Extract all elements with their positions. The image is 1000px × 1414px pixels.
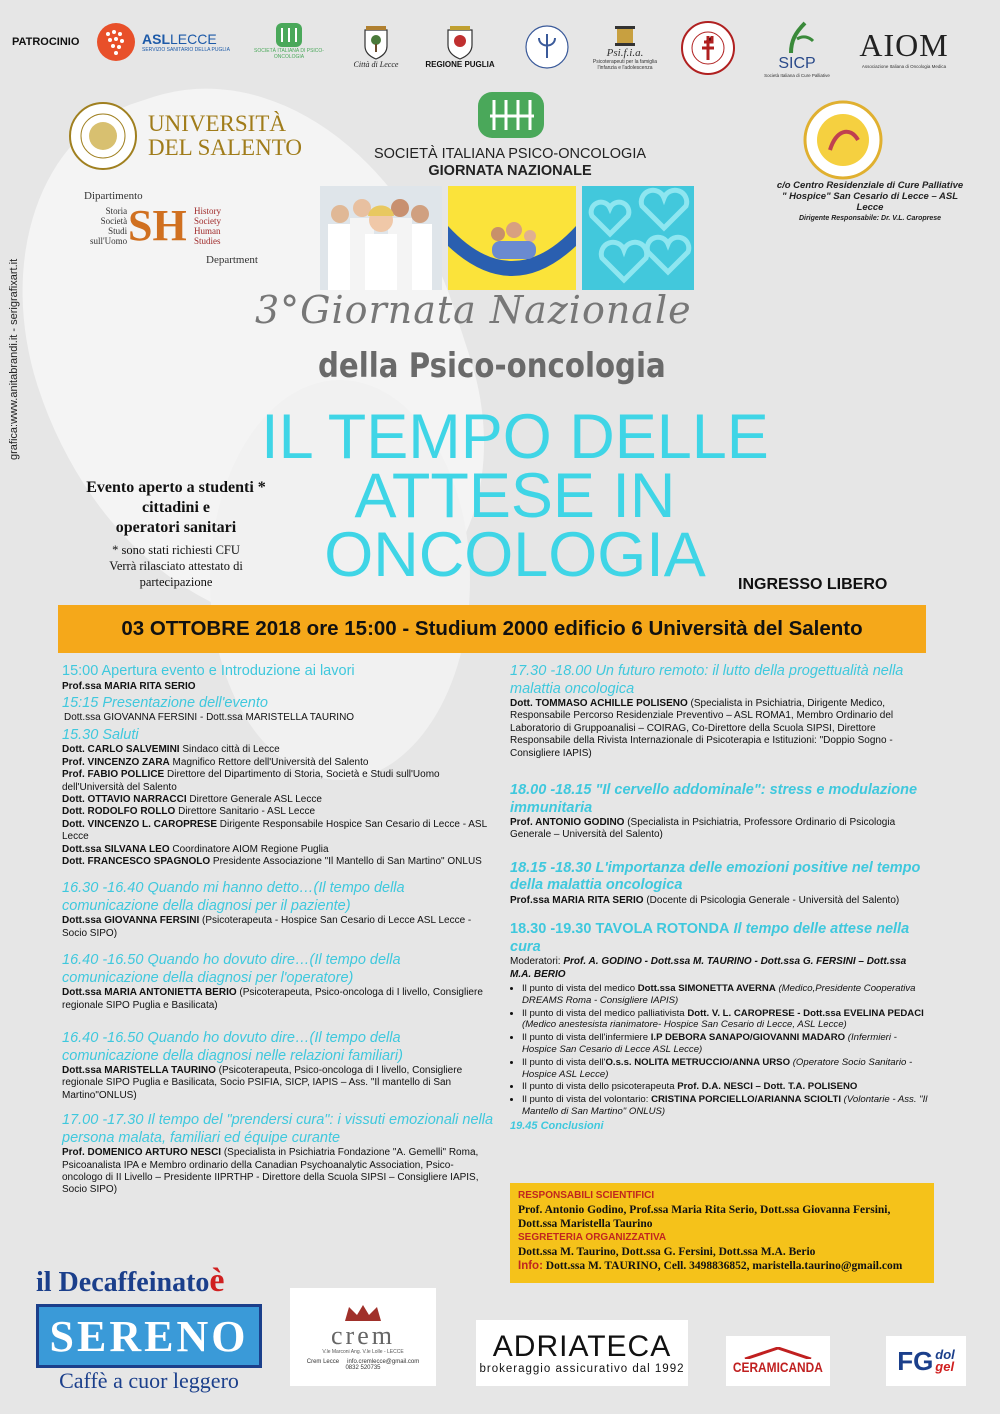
doctors-illustration-icon <box>320 186 442 290</box>
sicp-subtitle: Società Italiana di Cure Palliative <box>764 72 830 78</box>
program-slot-title: 15:15 Presentazione dell'evento <box>62 694 268 711</box>
hammock-family-icon <box>448 186 576 290</box>
sicp-emblem-icon <box>777 19 817 55</box>
mantello-line1: c/o Centro Residenziale di Cure Palliative <box>776 180 964 191</box>
secretariat-names: Dott.ssa M. Taurino, Dott.ssa G. Fersini, Dott.ssa M.A. Berio <box>518 1246 816 1258</box>
open-event-line3: operatori sanitari <box>115 519 237 536</box>
asl-name: ASL <box>142 31 170 47</box>
asl-lecce-logo <box>96 14 238 70</box>
program-slot-title: 15:00 Apertura evento e Introduzione ai lavori <box>62 663 355 679</box>
greeting-item: Dott.ssa SILVANA LEO Coordinatore AIOM Regione Puglia <box>62 843 329 855</box>
fg-dol: dol <box>935 1347 955 1362</box>
sereno-tagline: Caffè a cuor leggero <box>59 1368 239 1393</box>
sipo-small-logo <box>244 16 334 66</box>
speaker-info: Prof.ssa MARIA RITA SERIO (Docente di Psicologia Generale - Università del Salento) <box>510 894 900 906</box>
sipo-small-text: SOCIETÀ ITALIANA DI PSICO-ONCOLOGIA <box>254 48 324 60</box>
greeting-item: Prof. FABIO POLLICE Direttore del Dipartimento di Storia, Società e Studi sull'Uomo dell'Università del Salento <box>62 769 440 793</box>
main-title-line3: ONCOLOGIA <box>324 520 706 590</box>
sipo-subtitle: GIORNATA NAZIONALE <box>428 163 592 179</box>
greeting-item: Dott. VINCENZO L. CAROPRESE Dirigente Responsabile Hospice San Cesario di Lecce - ASL Lecce <box>62 818 487 843</box>
decaf-text: il Decaffeinato <box>36 1267 210 1298</box>
sipo-emblem <box>476 90 546 140</box>
list-item: • Il punto di vista del volontario: CRISTINA PORCIELLO/ARIANNA SCIOLTI (Volontarie - Ass. "Il Mantello di San Martino" ONLUS) <box>522 1094 930 1118</box>
resp-heading: RESPONSABILI SCIENTIFICI <box>518 1190 655 1201</box>
speaker-info: Dott.ssa MARISTELLA TAURINO (Psicoterapeuta, Psico-oncologa di I livello, Consigliere regionale SIPO Puglia e Basilicata, Socio PSIFIA, SICP, IAPIS – Ass. "Il mantello di San Martino"ONLUS) <box>62 1065 463 1101</box>
adriateca-logo <box>476 1320 688 1386</box>
adriateca-tagline: brokeraggio assicurativo dal 1992 <box>479 1363 685 1375</box>
list-item: • Il punto di vista dell'O.s.s. NOLITA METRUCCIO/ANNA URSO (Operatore Socio Sanitario - Hospice ASL Lecce) <box>522 1057 930 1081</box>
conclusions: 19.45 Conclusioni <box>510 1119 604 1132</box>
crem-facebook: Crem Lecce <box>306 1359 340 1365</box>
doctors-image <box>320 186 442 290</box>
moderators: Moderatori: Prof. A. GODINO - Dott.ssa M. TAURINO - Dott.ssa G. FERSINI – Dott.ssa M.A. BERIO <box>510 956 907 980</box>
department-bottom: Department <box>206 254 258 266</box>
open-event-line1: Evento aperto a studenti * <box>86 479 266 496</box>
department-logo <box>84 190 280 268</box>
university-name-2: DEL SALENTO <box>148 135 302 160</box>
speaker: Dott.ssa GIOVANNA FERSINI - Dott.ssa MARISTELLA TAURINO <box>64 712 355 724</box>
main-title <box>230 402 800 590</box>
regione-text: REGIONE PUGLIA <box>425 59 495 69</box>
crem-address: V.le Marconi Ang. V.le Lolle - LECCE <box>322 1349 404 1355</box>
aiom-subtitle: Associazione Italiana di Oncologia Medica <box>861 64 947 69</box>
sipo-emblem-icon <box>275 22 303 48</box>
program-slot-title: 16.40 -16.50 Quando ho dovuto dire…(Il tempo della comunicazione della diagnosi per l'operatore) <box>62 952 401 986</box>
hearts-pattern-icon <box>582 186 694 290</box>
speaker-info: Prof. ANTONIO GODINO (Specialista in Psichiatria, Professore Ordinario di Psicologia Generale – Università del Salento) <box>510 817 896 841</box>
sereno-text: SERENO <box>49 1311 249 1361</box>
psifia-text: Psi.f.i.a. <box>606 47 644 59</box>
certificate-note-2: partecipazione <box>139 575 213 589</box>
regione-puglia-logo <box>420 14 500 80</box>
scientific-box <box>510 1183 934 1283</box>
info-contact: Dott.ssa M. TAURINO, Cell. 3498836852, maristella.taurino@gmail.com <box>542 1260 903 1272</box>
speaker-info: Dott.ssa GIOVANNA FERSINI (Psicoterapeuta - Hospice San Cesario di Lecce ASL Lecce - Socio SIPO) <box>62 915 472 939</box>
program-slot-title: 17.30 -18.00 Un futuro remoto: il lutto della progettualità nella malattia oncologica <box>510 663 904 697</box>
psych-assoc-logo <box>520 18 574 76</box>
credit-text: grafica:www.anitabrandi.it - serigrafixart.it <box>8 258 20 460</box>
university-name: UNIVERSITÀ <box>148 111 286 136</box>
free-entry: INGRESSO LIBERO <box>738 576 888 593</box>
resp-names: Prof. Antonio Godino, Prof.ssa Maria Rita Serio, Dott.ssa Giovanna Fersini, Dott.ssa Maristella Taurino <box>518 1204 891 1230</box>
ceramicanda-logo <box>726 1336 830 1386</box>
greeting-item: Dott. FRANCESCO SPAGNOLO Presidente Associazione "Il Mantello di San Martino" ONLUS <box>62 855 482 867</box>
speaker-info: Dott. TOMMASO ACHILLE POLISENO (Specialista in Psichiatria, Dirigente Medico, Responsabile Percorso Residenziale Preventivo – ASL ROMA1, Membro Ordinario del Laboratorio di Gruppoanalisi – COIRAG, Co-Direttore della Scuola SIPSI, Direttore Responsabile della Rivista Internazionale di Psicoterapia e Istituzioni: "Doppio Sogno - Consigliere IAPIS) <box>510 698 894 759</box>
department-left-text: Storia Società Studi sull'Uomo <box>90 206 128 246</box>
speaker-info: Prof. DOMENICO ARTURO NESCI (Specialista in Psichiatria Fondazione "A. Gemelli" Roma, Psicoanalista IPA e Membro ordinario della Canadian Psychoanalytic Association, Psico-oncologo di II Livello – Presidente IIPRTHP - Direttore della Scuola SIPSI – Consigliere IAPIS, Socio SIPO) <box>62 1147 479 1196</box>
program-slot-title: 17.00 -17.30 Il tempo del "prendersi cura": i vissuti emozionali nella persona malata, familiari ed équipe curante <box>62 1112 494 1146</box>
aiom-logo <box>852 20 956 76</box>
event-edition-title: 3°Giornata Nazionale <box>255 288 692 332</box>
sipo-large-icon <box>476 90 546 140</box>
decaf-e: è <box>209 1262 225 1299</box>
open-event-info <box>60 478 292 590</box>
psifia-subtitle: Psicoterapeuti per la famiglia l'infanzia e l'adolescenza <box>592 59 658 71</box>
psi-seal-icon <box>524 22 570 72</box>
main-title-line1: IL TEMPO DELLE <box>261 402 769 472</box>
spool-icon <box>613 25 637 47</box>
asl-subtitle: SERVIZIO SANITARIO DELLA PUGLIA <box>142 47 230 53</box>
greeting-item: Dott. CARLO SALVEMINI Sindaco città di Lecce <box>62 744 280 756</box>
ordine-medici-logo <box>676 16 740 80</box>
program-slot-title: 18.00 -18.15 "Il cervello addominale": stress e modulazione immunitaria <box>510 782 918 816</box>
mantello-line2: " Hospice" San Cesario di Lecce – ASL Lecce <box>781 191 959 213</box>
graphic-credit <box>2 170 26 460</box>
citta-text: Città di Lecce <box>353 59 399 69</box>
program-slot-title: 18.30 -19.30 TAVOLA ROTONDA Il tempo delle attese nella cura <box>510 921 910 955</box>
asl-city: LECCE <box>170 31 217 47</box>
speaker: Prof.ssa MARIA RITA SERIO <box>62 680 196 692</box>
date-location: 03 OTTOBRE 2018 ore 15:00 - Studium 2000 edificio 6 Università del Salento <box>121 617 863 640</box>
mantello-seal-icon <box>800 100 886 180</box>
main-title-line2: ATTESE IN <box>354 461 676 531</box>
department-title: Dipartimento <box>84 190 143 202</box>
program-slot-title: 16.40 -16.50 Quando ho dovuto dire…(Il tempo della comunicazione della diagnosi nelle relazioni familiari) <box>62 1030 403 1064</box>
roof-icon <box>743 1347 813 1359</box>
regional-crest-icon <box>446 26 474 60</box>
decaffeinato-logo <box>36 1262 262 1300</box>
program-slot-title: 15.30 Saluti <box>62 726 139 743</box>
citta-lecce-logo <box>346 14 406 80</box>
greeting-item: Dott. OTTAVIO NARRACCI Direttore Generale ASL Lecce <box>62 793 322 805</box>
crem-text: crem <box>331 1321 395 1350</box>
mantello-address <box>770 180 970 224</box>
university-seal-icon <box>68 101 138 171</box>
sipo-title: SOCIETÀ ITALIANA PSICO-ONCOLOGIA <box>373 146 647 162</box>
secretariat-heading: SEGRETERIA ORGANIZZATIVA <box>518 1232 667 1243</box>
mantello-logo <box>800 100 886 180</box>
fg-text: FG <box>897 1345 934 1376</box>
sh-monogram: SH <box>128 201 187 250</box>
family-image <box>448 186 576 290</box>
certificate-note: Verrà rilasciato attestato di <box>109 559 243 573</box>
fg-gel: gel <box>935 1359 955 1374</box>
sicp-text: SICP <box>778 54 816 72</box>
program-left <box>62 663 494 1197</box>
program-slot-title: 18.15 -18.30 L'importanza delle emozioni positive nel tempo della malattia oncologica <box>510 859 921 894</box>
list-item: • Il punto di vista dell'infermiere I.P DEBORA SANAPO/GIOVANNI MADARO (Infermieri - Hospice San Cesario di Lecce ASL Lecce) <box>522 1032 930 1056</box>
adriateca-text: ADRIATECA <box>492 1330 672 1363</box>
fg-logo <box>886 1336 966 1386</box>
crem-email: info.cremlecce@gmail.com <box>347 1359 420 1365</box>
date-bar <box>58 605 926 653</box>
sereno-logo <box>36 1304 262 1368</box>
psifia-logo <box>584 18 666 78</box>
university-logo <box>68 100 308 172</box>
patrocinio-label: PATROCINIO <box>12 36 80 48</box>
roundtable-list <box>522 983 930 1118</box>
speaker-info: Dott.ssa MARIA ANTONIETTA BERIO (Psicoterapeuta, Psico-oncologa di I livello, Consigliere regionale SIPO Puglia e Basilicata) <box>62 987 483 1011</box>
crown-icon <box>343 1303 383 1323</box>
list-item: • Il punto di vista del medico palliativista Dott. V. L. CAROPRESE - Dott.ssa EVELINA PEDACI (Medico anestesista rianimatore- Hospice San Cesario di Lecce, ASL Lecce) <box>522 1008 930 1032</box>
mantello-line3: Dirigente Responsabile: Dr. V.L. Caroprese <box>798 215 942 222</box>
open-event-line2: cittadini e <box>142 499 210 516</box>
ceramicanda-text: CERAMICANDA <box>733 1359 823 1375</box>
city-crest-icon <box>363 26 389 60</box>
list-item: • Il punto di vista dello psicoterapeuta Prof. D.A. NESCI – Dott. T.A. POLISENO <box>522 1081 930 1093</box>
program-right <box>510 663 930 1132</box>
department-right-text: History Society Human Studies <box>194 206 221 246</box>
cfu-note: * sono stati richiesti CFU <box>112 543 240 557</box>
program-slot-title: 16.30 -16.40 Quando mi hanno detto…(Il tempo della comunicazione della diagnosi per il paziente) <box>62 880 405 914</box>
crem-phone: 0832 520735 <box>345 1365 381 1371</box>
list-item: • Il punto di vista del medico Dott.ssa SIMONETTA AVERNA (Medico,Presidente Cooperativa DREAMS Roma - Consigliere IAPIS) <box>522 983 930 1007</box>
event-subject-title: della Psico-oncologia <box>318 346 666 386</box>
aiom-text: AIOM <box>859 27 949 63</box>
crem-logo <box>290 1288 436 1386</box>
sicp-logo <box>752 16 842 80</box>
asl-emblem-icon <box>96 20 136 64</box>
hearts-image <box>582 186 694 290</box>
greeting-item: Dott. RODOLFO ROLLO Direttore Sanitario - ASL Lecce <box>62 806 316 818</box>
info-label: Info: <box>518 1260 543 1272</box>
medical-order-seal-icon <box>680 20 736 76</box>
greeting-item: Prof. VINCENZO ZARA Magnifico Rettore dell'Università del Salento <box>62 756 369 768</box>
